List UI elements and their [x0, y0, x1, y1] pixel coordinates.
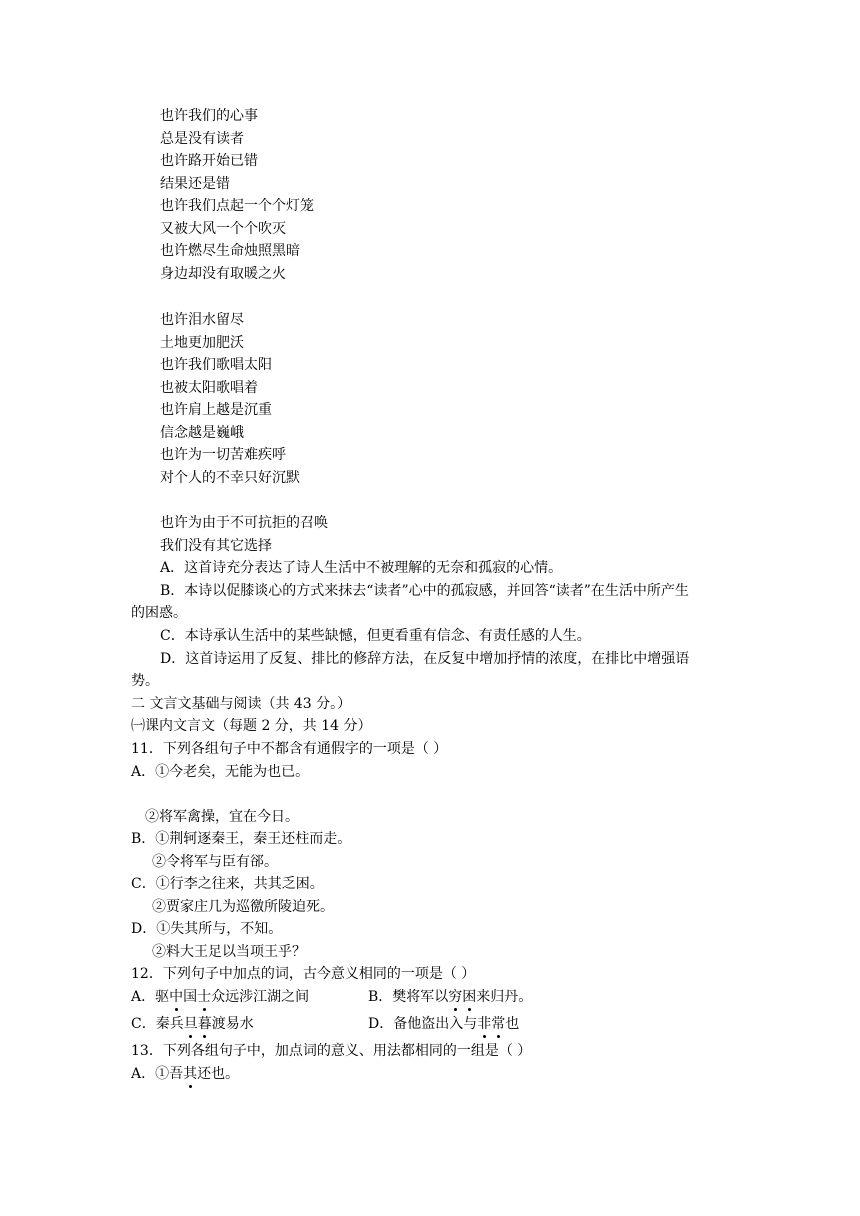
section-title: 二 文言文基础与阅读（共 43 分。）	[131, 696, 352, 712]
q11-option-b2: ②令将军与臣有郤。	[152, 854, 278, 870]
poem-line: 也许燃尽生命烛照黑暗	[160, 243, 300, 259]
q11-option-d2: ②料大王足以当项王乎？	[152, 944, 306, 960]
poem-line: 对个人的不幸只好沉默	[160, 470, 300, 486]
emphasis-dot-char: 中	[169, 989, 184, 1005]
option-c: C．本诗承认生活中的某些缺憾，但更看重有信念、有责任感的人生。	[160, 628, 591, 644]
q11-option-c1: C．①行李之往来，共其乏困。	[131, 876, 324, 892]
q11-option-a2: ②将军禽操，宜在今日。	[145, 809, 299, 825]
emphasis-dot-char: 非	[477, 1016, 492, 1032]
q12-option-c: C．秦兵旦暮渡易水	[131, 1016, 254, 1032]
poem-line: 信念越是巍峨	[160, 425, 244, 441]
poem-line: 我们没有其它选择	[160, 538, 272, 554]
poem-line: 也被太阳歌唱着	[160, 380, 258, 396]
q11-option-a1: A．①今老矣，无能为也已。	[131, 764, 310, 780]
question-13-stem: 13．下列各组句子中，加点词的意义、用法都相同的一组是（ ）	[131, 1043, 532, 1059]
poem-line: 土地更加肥沃	[160, 335, 244, 351]
emphasis-dot-char: 暮	[197, 1016, 212, 1032]
emphasis-dot-char: 困	[462, 989, 477, 1005]
poem-line: 结果还是错	[160, 176, 230, 192]
question-12-stem: 12．下列句子中加点的词，古今意义相同的一项是（ ）	[131, 966, 476, 982]
q11-option-b1: B．①荆轲逐秦王，秦王还柱而走。	[131, 831, 352, 847]
poem-line: 也许为一切苦难疾呼	[160, 447, 286, 463]
question-11-stem: 11．下列各组句子中不都含有通假字的一项是（ ）	[131, 741, 448, 757]
emphasis-dot-char: 旦	[183, 1016, 198, 1032]
poem-line: 也许路开始已错	[160, 153, 258, 169]
emphasis-dot-char: 士	[197, 989, 212, 1005]
poem-line: 也许泪水留尽	[160, 312, 244, 328]
q12-option-d: D．备他盗出入与非常也	[368, 1016, 520, 1032]
section-subtitle: ㈠课内文言文（每题 2 分，共 14 分）	[131, 718, 372, 734]
poem-line: 又被大风一个个吹灭	[160, 221, 286, 237]
poem-line: 也许我们歌唱太阳	[160, 357, 272, 373]
poem-line: 也许肩上越是沉重	[160, 402, 272, 418]
poem-line: 也许我们的心事	[160, 108, 258, 124]
option-b: B．本诗以促膝谈心的方式来抹去“读者”心中的孤寂感，并回答“读者”在生活中所产生	[160, 583, 689, 599]
option-d-cont: 势。	[131, 673, 159, 689]
poem-line: 身边却没有取暖之火	[160, 266, 286, 282]
q13-option-a: A．①吾其还也。	[131, 1066, 240, 1082]
poem-line: 也许为由于不可抗拒的召唤	[160, 515, 328, 531]
emphasis-dot-char: 穷	[448, 989, 463, 1005]
emphasis-dot-char: 常	[491, 1016, 506, 1032]
option-d: D．这首诗运用了反复、排比的修辞方法，在反复中增加抒情的浓度，在排比中增强语	[160, 651, 690, 667]
q11-option-c2: ②贾家庄几为巡徼所陵迫死。	[152, 899, 334, 915]
q12-option-a: A．驱中国士众远涉江湖之间	[131, 989, 310, 1005]
option-b-cont: 的困惑。	[131, 605, 187, 621]
q12-option-b: B．樊将军以穷困来归丹。	[368, 989, 533, 1005]
emphasis-dot-char: 其	[183, 1066, 198, 1082]
poem-line: 也许我们点起一个个灯笼	[160, 198, 314, 214]
q11-option-d1: D．①失其所与，不知。	[131, 921, 283, 937]
option-a: A．这首诗充分表达了诗人生活中不被理解的无奈和孤寂的心情。	[160, 560, 563, 576]
poem-line: 总是没有读者	[160, 131, 244, 147]
